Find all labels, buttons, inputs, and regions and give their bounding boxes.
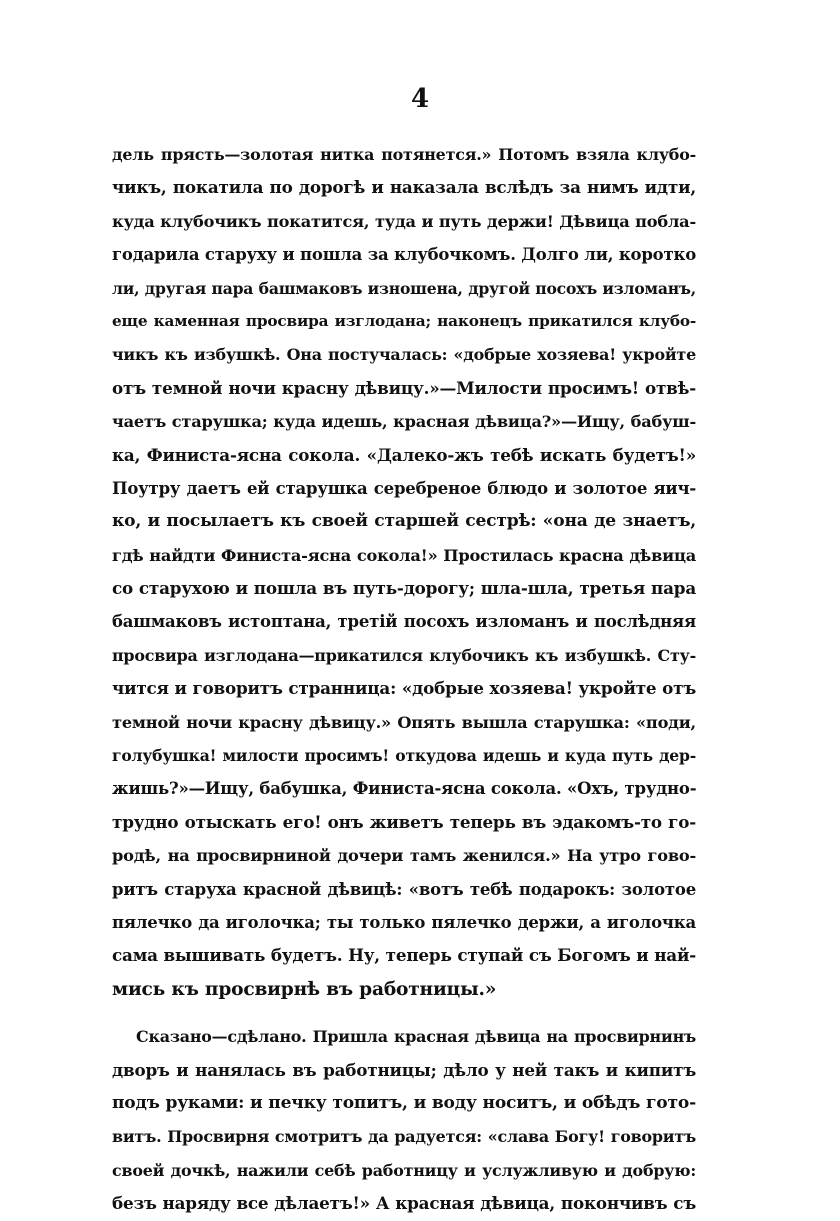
text-line: гдѣ найдти Финиста-ясна сокола!» Простилась красна дѣвица [112,545,696,565]
body-text [112,138,696,1221]
text-line: ка, Финиста-ясна сокола. «Далеко-жъ тебѣ искать будетъ!» [112,444,696,465]
text-line: безъ наряду все дѣлаетъ!» А красная дѣвица, покончивъ съ [112,1193,696,1214]
text-line: чикъ, покатила по дорогѣ и наказала вслѣдъ за нимъ идти, [112,177,696,198]
text-line: со старухою и пошла въ путь-дорогу; шла-шла, третья пара [112,578,696,599]
text-line: родѣ, на просвирниной дочери тамъ женился.» На утро гово- [112,846,696,866]
paragraph-2 [112,1020,696,1220]
text-line: просвира изглодана—прикатился клубочикъ къ избушкѣ. Сту- [112,645,696,665]
text-line: мись къ просвирнѣ въ работницы.» [112,978,497,1000]
text-line: пялечко да иголочка; ты только пялечко держи, а иголочка [112,912,696,932]
text-line: подъ руками: и печку топитъ, и воду носитъ, и обѣдъ гото- [112,1092,696,1113]
text-line: отъ темной ночи красну дѣвицу.»—Милости просимъ! отвѣ- [112,377,696,398]
text-line: дворъ и нанялась въ работницы; дѣло у ней такъ и кипитъ [112,1059,696,1080]
text-line: чикъ къ избушкѣ. Она постучалась: «добрые хозяева! укройте [112,345,696,365]
text-line: жишь?»—Ищу, бабушка, Финиста-ясна сокола. «Охъ, трудно- [112,779,697,799]
text-line: своей дочкѣ, нажили себѣ работницу и услужливую и добрую: [112,1160,696,1180]
text-line: ли, другая пара башмаковъ изношена, другой посохъ изломанъ, [112,278,696,298]
paragraph-gap [112,1006,696,1020]
text-line: Поутру даетъ ей старушка серебреное блюдо и золотое яич- [112,478,696,498]
text-line: ко, и посылаетъ къ своей старшей сестрѣ: «она де знаетъ, [112,511,696,532]
text-line: темной ночи красну дѣвицу.» Опять вышла старушка: «поди, [112,712,696,732]
text-line: чаетъ старушка; куда идешь, красная дѣвица?»—Ищу, бабуш- [112,412,696,432]
text-line: еще каменная просвира изглодана; наконецъ прикатился клубо- [112,311,696,330]
text-line: витъ. Просвирня смотритъ да радуется: «слава Богу! говоритъ [112,1127,696,1147]
text-line: голубушка! милости просимъ! откудова идешь и куда путь дер- [112,746,696,766]
text-line: куда клубочикъ покатится, туда и путь держи! Дѣвица побла- [112,211,696,231]
text-line: дель прясть—золотая нитка потянется.» Потомъ взяла клубо- [112,145,696,164]
text-line: башмаковъ истоптана, третій посохъ изломанъ и послѣдняя [112,612,696,632]
page-number: 4 [410,84,430,114]
text-line: сама вышивать будетъ. Ну, теперь ступай съ Богомъ и най- [112,945,696,966]
text-line: годарила старуху и пошла за клубочкомъ. Долго ли, коротко [112,245,697,265]
text-line: Сказано—сдѣлано. Пришла красная дѣвица на просвирнинъ [136,1027,696,1047]
text-line: трудно отыскать его! онъ живетъ теперь въ эдакомъ-то го- [112,811,696,832]
text-line: чится и говоритъ странница: «добрые хозяева! укройте отъ [112,678,696,699]
text-line: ритъ старуха красной дѣвицѣ: «вотъ тебѣ подарокъ: золотое [112,879,696,899]
paragraph-1 [112,138,696,1006]
